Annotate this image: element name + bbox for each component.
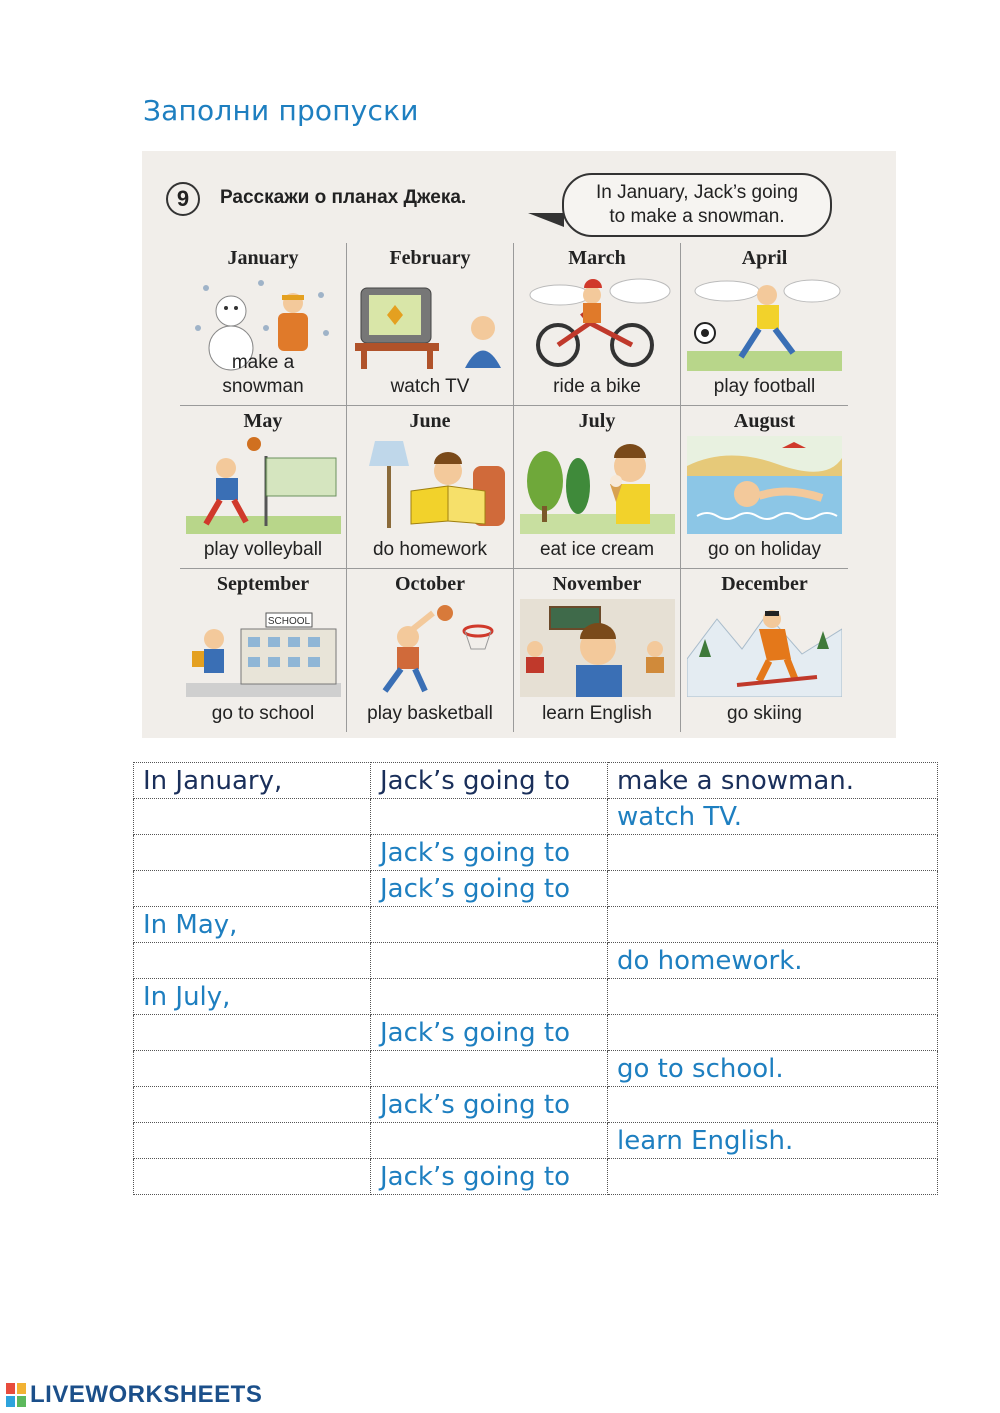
activity-caption-line-2: watch TV (390, 376, 470, 397)
speech-bubble-line-2: to make a snowman. (609, 206, 785, 227)
month-cell (180, 406, 347, 569)
activity-caption (681, 538, 848, 562)
swimming-icon (687, 436, 842, 534)
answer-cell-activity: make a snowman. (608, 763, 938, 799)
answer-cell-phrase: Jack’s going to (371, 1087, 608, 1123)
answer-cell-month: In July, (134, 979, 371, 1015)
activity-caption-line-2: go skiing (727, 703, 802, 724)
activity-caption-line-2: play volleyball (203, 539, 323, 560)
answer-cell-activity[interactable] (608, 907, 938, 943)
answer-cell-month[interactable] (134, 1015, 371, 1051)
month-label: April (741, 247, 788, 269)
table-row (134, 1051, 938, 1087)
speech-bubble-line-1: In January, Jack’s going (595, 182, 799, 203)
activity-caption (681, 375, 848, 399)
month-label: January (227, 247, 299, 269)
table-row (134, 835, 938, 871)
activity-caption-line-2: learn English (542, 703, 652, 724)
month-cell (681, 569, 848, 732)
tv-icon (353, 273, 508, 371)
table-row (134, 871, 938, 907)
activity-caption-line-2: go on holiday (707, 539, 822, 560)
answer-cell-activity: learn English. (608, 1123, 938, 1159)
activity-caption (514, 538, 680, 562)
month-cell (180, 243, 347, 406)
month-cell (514, 243, 681, 406)
table-row (134, 763, 938, 799)
answer-table (133, 762, 938, 1195)
textbook-image (142, 151, 896, 738)
month-cell (180, 569, 347, 732)
activity-caption (347, 702, 513, 726)
answer-cell-phrase[interactable] (371, 1051, 608, 1087)
activity-caption-line-2: snowman (222, 376, 304, 397)
month-cell (514, 569, 681, 732)
month-label: November (552, 573, 642, 595)
table-row (134, 1087, 938, 1123)
table-row (134, 979, 938, 1015)
answer-cell-phrase[interactable] (371, 799, 608, 835)
answer-cell-month[interactable] (134, 1051, 371, 1087)
answer-cell-phrase[interactable] (371, 1123, 608, 1159)
exercise-task: Расскажи о планах Джека. (220, 187, 467, 208)
activity-caption-line-2: eat ice cream (539, 539, 655, 560)
activity-caption (180, 351, 346, 399)
logo-icon (6, 1383, 26, 1407)
speech-bubble-tail (528, 213, 564, 227)
activity-caption (180, 538, 346, 562)
month-label: August (733, 410, 796, 432)
months-grid (180, 243, 848, 733)
exercise-number: 9 (166, 182, 200, 216)
month-label: February (389, 247, 471, 269)
page-title: Заполни пропуски (143, 94, 419, 127)
activity-caption-line-2: do homework (372, 539, 488, 560)
table-row (134, 1123, 938, 1159)
answer-cell-activity[interactable] (608, 1087, 938, 1123)
answer-cell-phrase[interactable] (371, 979, 608, 1015)
answer-cell-phrase: Jack’s going to (371, 835, 608, 871)
bike-icon (520, 273, 675, 371)
month-cell (514, 406, 681, 569)
answer-cell-activity[interactable] (608, 1159, 938, 1195)
table-row (134, 1159, 938, 1195)
answer-cell-month[interactable] (134, 835, 371, 871)
answer-cell-month[interactable] (134, 1159, 371, 1195)
activity-caption (514, 375, 680, 399)
table-row (134, 799, 938, 835)
activity-caption (180, 702, 346, 726)
month-label: May (243, 410, 283, 432)
liveworksheets-logo[interactable] (6, 1382, 262, 1408)
answer-cell-month[interactable] (134, 1123, 371, 1159)
skiing-icon (687, 599, 842, 697)
month-cell (347, 569, 514, 732)
answer-cell-activity: watch TV. (608, 799, 938, 835)
answer-cell-phrase: Jack’s going to (371, 1015, 608, 1051)
activity-caption (514, 702, 680, 726)
answer-cell-month[interactable] (134, 1087, 371, 1123)
activity-caption (347, 538, 513, 562)
activity-caption-line-2: play football (713, 376, 816, 397)
answer-cell-phrase: Jack’s going to (371, 871, 608, 907)
activity-caption (347, 375, 513, 399)
month-cell (681, 243, 848, 406)
answer-cell-month: In January, (134, 763, 371, 799)
activity-caption (681, 702, 848, 726)
answer-cell-month[interactable] (134, 799, 371, 835)
table-row (134, 907, 938, 943)
answer-cell-phrase[interactable] (371, 943, 608, 979)
answer-cell-phrase: Jack’s going to (371, 763, 608, 799)
activity-caption-line-2: ride a bike (553, 376, 641, 397)
svg-text:SCHOOL: SCHOOL (267, 616, 311, 627)
month-label: October (395, 573, 465, 595)
month-label: June (409, 410, 451, 432)
month-label: December (721, 573, 808, 595)
basketball-icon (353, 599, 508, 697)
ice-cream-icon (520, 436, 675, 534)
month-cell (347, 243, 514, 406)
answer-cell-activity[interactable] (608, 835, 938, 871)
school-icon (186, 599, 341, 697)
exercise-header (142, 151, 896, 243)
answer-cell-phrase[interactable] (371, 907, 608, 943)
answer-cell-activity: go to school. (608, 1051, 938, 1087)
table-row (134, 943, 938, 979)
book-icon (353, 436, 508, 534)
month-label: March (568, 247, 626, 269)
classroom-icon (520, 599, 675, 697)
speech-bubble (562, 173, 832, 237)
answer-cell-month: In May, (134, 907, 371, 943)
answer-cell-phrase: Jack’s going to (371, 1159, 608, 1195)
answer-cell-activity: do homework. (608, 943, 938, 979)
activity-caption-line-1: make a (231, 352, 295, 373)
month-cell (681, 406, 848, 569)
football-icon (687, 273, 842, 371)
logo-text: LIVEWORKSHEETS (30, 1381, 263, 1408)
answer-cell-activity[interactable] (608, 979, 938, 1015)
answer-cell-month[interactable] (134, 871, 371, 907)
answer-cell-month[interactable] (134, 943, 371, 979)
answer-cell-activity[interactable] (608, 871, 938, 907)
volleyball-icon (186, 436, 341, 534)
activity-caption-line-2: go to school (211, 703, 315, 724)
month-label: September (216, 573, 310, 595)
table-row (134, 1015, 938, 1051)
month-label: July (578, 410, 616, 432)
answer-cell-activity[interactable] (608, 1015, 938, 1051)
activity-caption-line-2: play basketball (367, 703, 493, 724)
month-cell (347, 406, 514, 569)
